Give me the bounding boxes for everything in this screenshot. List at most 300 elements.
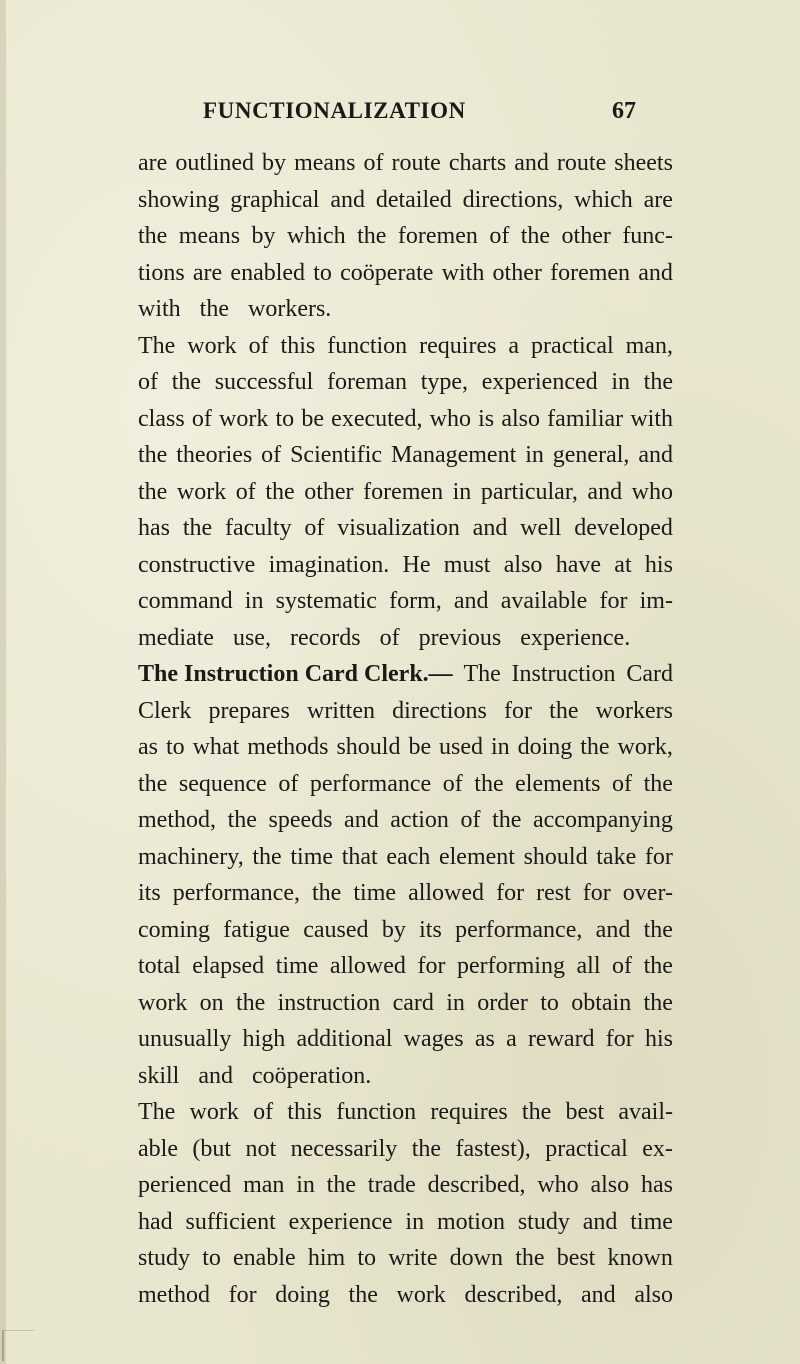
word: unusually	[138, 1026, 232, 1052]
word: route	[391, 150, 441, 176]
word: general,	[552, 442, 630, 468]
text-line	[138, 474, 673, 511]
word: the	[643, 770, 673, 797]
word: down	[449, 1245, 504, 1271]
word: performing	[456, 953, 565, 979]
word: route	[556, 150, 607, 176]
word: time	[290, 843, 334, 870]
word: known	[607, 1245, 673, 1271]
word: successful	[214, 369, 314, 395]
word: time	[275, 953, 319, 979]
word: class	[138, 405, 185, 432]
word: ex-	[642, 1135, 673, 1162]
running-head	[203, 98, 636, 132]
word: wages	[403, 1026, 464, 1052]
word: sheets	[614, 150, 673, 176]
word: what	[192, 734, 240, 760]
word: mediate	[138, 624, 214, 651]
word: performance,	[172, 880, 300, 906]
text-line	[138, 693, 673, 730]
word: function	[327, 332, 408, 359]
word: allowed	[408, 880, 485, 906]
page-number: 67	[612, 98, 636, 124]
word: this	[287, 1099, 322, 1125]
word: who	[429, 405, 471, 432]
word: particular,	[480, 478, 578, 505]
word: in	[244, 588, 264, 614]
word: sequence	[178, 770, 267, 797]
word: not	[245, 1135, 277, 1162]
word: and	[514, 150, 549, 176]
word: the	[643, 989, 673, 1016]
word: and	[581, 1281, 616, 1308]
word: also	[590, 1172, 630, 1198]
word: experience	[288, 1208, 393, 1235]
word: im-	[639, 588, 673, 614]
text-line	[138, 583, 673, 620]
word: the	[171, 369, 202, 395]
word: Management	[390, 442, 517, 468]
word: man,	[625, 332, 673, 359]
word: the	[348, 1281, 378, 1308]
word: other	[304, 478, 354, 505]
word: for	[496, 880, 525, 906]
word: should	[336, 734, 401, 760]
word: in	[296, 1172, 315, 1198]
word: the	[521, 1099, 552, 1125]
word: had	[138, 1208, 173, 1235]
text-line	[138, 547, 673, 584]
word: in	[405, 1208, 425, 1235]
text-line	[138, 291, 673, 328]
word: work	[138, 989, 188, 1016]
word: the	[643, 916, 673, 943]
word: for	[605, 1026, 634, 1052]
word: method,	[138, 807, 216, 833]
word: work	[176, 478, 227, 505]
word: accompanying	[532, 807, 673, 833]
word: by	[262, 150, 287, 176]
word: coöperate	[340, 259, 434, 286]
word: the	[357, 223, 387, 249]
word: this	[280, 332, 316, 359]
word: and	[330, 186, 365, 213]
word: function	[336, 1099, 417, 1125]
body-text	[138, 145, 673, 1313]
word: motion	[436, 1208, 505, 1235]
word: the	[520, 223, 551, 249]
word: all	[576, 953, 601, 979]
text-line	[138, 1240, 673, 1277]
word: theories	[176, 442, 253, 468]
word: The	[138, 1099, 176, 1125]
word: form,	[389, 588, 442, 614]
word: foremen	[363, 478, 444, 505]
word: doing	[275, 1281, 330, 1308]
word: on	[199, 989, 224, 1016]
word: the	[643, 369, 673, 395]
word: systematic	[275, 588, 377, 614]
word: the	[474, 770, 504, 797]
text-line	[138, 1167, 673, 1204]
word: who	[537, 1172, 579, 1198]
word: foremen	[397, 223, 478, 249]
word: his	[644, 551, 673, 578]
word: trade	[367, 1172, 416, 1198]
word: over-	[622, 880, 673, 906]
word: Clerk	[138, 697, 192, 724]
word: avail-	[618, 1099, 673, 1125]
text-line	[138, 218, 673, 255]
word: previous	[418, 624, 502, 651]
word: is	[478, 405, 495, 432]
word: additional	[296, 1026, 393, 1052]
word: outlined	[175, 150, 254, 176]
word: type,	[420, 369, 469, 395]
text-line	[138, 437, 673, 474]
word: also	[634, 1281, 673, 1308]
text-line	[138, 656, 673, 693]
word: Scientific	[290, 442, 383, 468]
word: has	[640, 1172, 673, 1198]
text-line	[138, 1021, 673, 1058]
word: the	[199, 296, 229, 322]
word: and	[587, 478, 623, 505]
word: well	[520, 515, 562, 541]
word: the	[138, 223, 168, 249]
word: for	[644, 843, 673, 870]
word: imagination.	[268, 551, 390, 578]
text-line	[138, 1131, 673, 1168]
word: foreman	[327, 369, 407, 395]
word: and	[582, 1208, 618, 1235]
word: work	[189, 1099, 239, 1125]
word: other	[492, 259, 542, 286]
word: Card	[626, 661, 673, 687]
word: card	[392, 989, 434, 1016]
word: of	[489, 223, 510, 249]
chapter-title: FUNCTIONALIZATION	[203, 98, 466, 123]
text-line	[138, 839, 673, 876]
text-line	[138, 182, 673, 219]
word: for	[599, 588, 628, 614]
word: should	[523, 843, 588, 870]
word: for	[503, 697, 532, 724]
word: that	[341, 843, 378, 870]
text-line	[138, 1204, 673, 1241]
word: the	[138, 442, 168, 468]
word: executed,	[331, 405, 423, 432]
word: caused	[303, 916, 369, 943]
word: method	[138, 1281, 210, 1308]
word: speeds	[268, 807, 333, 833]
word: and	[638, 442, 673, 468]
word: practical	[531, 332, 614, 359]
word: of	[138, 369, 158, 395]
word: be	[301, 405, 324, 432]
word: workers.	[248, 296, 332, 322]
word: which	[287, 223, 346, 249]
word: which	[574, 186, 633, 213]
word: best	[556, 1245, 596, 1271]
word: practical	[545, 1135, 628, 1162]
word: requires	[430, 1099, 508, 1125]
word: foremen	[550, 259, 631, 286]
word: of	[379, 624, 400, 651]
word: command	[138, 588, 233, 614]
word: and	[344, 807, 379, 833]
word: has	[138, 515, 170, 541]
word: of	[261, 442, 282, 468]
word: are	[138, 150, 168, 176]
word: enable	[233, 1245, 296, 1271]
word: sufficient	[185, 1208, 276, 1235]
word: its	[419, 916, 442, 943]
word: for	[582, 880, 611, 906]
word: to	[275, 405, 295, 432]
word: the	[580, 734, 610, 760]
word: the	[549, 697, 579, 724]
word: to	[357, 1245, 377, 1271]
word: the	[138, 478, 168, 505]
word: constructive	[138, 551, 256, 578]
word: study	[138, 1245, 191, 1271]
word: best	[565, 1099, 605, 1125]
word: a	[508, 332, 520, 359]
word: also	[501, 405, 540, 432]
word: of	[460, 807, 481, 833]
word: the	[326, 1172, 356, 1198]
word: each	[386, 843, 431, 870]
word: at	[614, 551, 632, 578]
word: him	[307, 1245, 346, 1271]
word: experienced	[481, 369, 598, 395]
word: and	[472, 515, 508, 541]
word: with	[441, 259, 485, 286]
text-line	[138, 364, 673, 401]
word: action	[390, 807, 449, 833]
word: means	[294, 150, 356, 176]
word: of	[191, 405, 212, 432]
word: charts	[448, 150, 507, 176]
word: of	[278, 770, 299, 797]
word: reward	[527, 1026, 595, 1052]
word: of	[612, 770, 633, 797]
word: in	[491, 734, 510, 760]
word: performance,	[455, 916, 583, 943]
word: take	[596, 843, 637, 870]
word: element	[438, 843, 515, 870]
word: man	[243, 1172, 285, 1198]
word: the	[515, 1245, 545, 1271]
word: of	[363, 150, 384, 176]
word: as	[474, 1026, 495, 1052]
word: elapsed	[192, 953, 265, 979]
word: of	[612, 953, 633, 979]
word: and	[453, 588, 489, 614]
word: instruction	[277, 989, 381, 1016]
word: (but	[192, 1135, 232, 1162]
text-line	[138, 1094, 673, 1131]
text-line	[138, 1058, 673, 1095]
text-line	[138, 766, 673, 803]
word: as	[138, 734, 158, 760]
page-edge-shadow	[0, 0, 6, 1364]
word: The	[463, 661, 501, 687]
word: to	[313, 259, 332, 286]
word: have	[555, 551, 602, 578]
text-line	[138, 985, 673, 1022]
text-line	[138, 948, 673, 985]
word: in	[525, 442, 544, 468]
word: total	[138, 953, 181, 979]
word: directions,	[462, 186, 564, 213]
word: work,	[617, 734, 673, 760]
word: skill	[138, 1062, 180, 1089]
word: familiar	[547, 405, 624, 432]
word: to	[202, 1245, 221, 1271]
word: described,	[427, 1172, 526, 1198]
word: directions	[392, 697, 487, 724]
word: the	[411, 1135, 442, 1162]
word: be	[408, 734, 432, 760]
text-line	[138, 255, 673, 292]
word: detailed	[375, 186, 452, 213]
word: write	[388, 1245, 438, 1271]
word: are	[192, 259, 223, 286]
word: for	[228, 1281, 257, 1308]
word: for	[417, 953, 446, 979]
word: of	[235, 478, 256, 505]
word: also	[503, 551, 543, 578]
word: the	[227, 807, 257, 833]
text-line	[138, 145, 673, 182]
text-line	[138, 510, 673, 547]
word: are	[643, 186, 673, 213]
section-run-in-heading: The Instruction Card Clerk.—	[138, 661, 453, 687]
word: in	[611, 369, 630, 395]
word: methods	[247, 734, 329, 760]
word: the	[265, 478, 295, 505]
word: elements	[515, 770, 601, 797]
word: the	[182, 515, 213, 541]
word: the	[643, 953, 673, 979]
word: machinery,	[138, 843, 244, 870]
word: and	[638, 259, 673, 286]
word: necessarily	[290, 1135, 398, 1162]
word: the	[492, 807, 522, 833]
word: time	[630, 1208, 673, 1235]
word: order	[477, 989, 528, 1016]
word: fatigue	[223, 916, 290, 943]
word: the	[138, 770, 168, 797]
word: of	[248, 332, 269, 359]
word: func-	[622, 223, 673, 249]
word: faculty	[224, 515, 292, 541]
word: of	[442, 770, 463, 797]
text-line	[138, 912, 673, 949]
word: use,	[232, 624, 271, 651]
word: written	[306, 697, 375, 724]
word: rest	[536, 880, 571, 906]
word: by	[381, 916, 406, 943]
word: with	[630, 405, 673, 432]
word: perienced	[138, 1172, 232, 1198]
word: the	[235, 989, 266, 1016]
word: Instruction	[511, 661, 616, 687]
word: other	[561, 223, 611, 249]
word: The	[138, 332, 176, 359]
word: workers	[595, 697, 673, 724]
word: available	[500, 588, 588, 614]
word: study	[517, 1208, 570, 1235]
word: used	[439, 734, 484, 760]
word: developed	[574, 515, 673, 541]
word: and	[198, 1062, 233, 1089]
word: described,	[464, 1281, 563, 1308]
word: to	[165, 734, 185, 760]
word: with	[138, 296, 181, 322]
word: who	[631, 478, 673, 505]
word: He	[402, 551, 431, 578]
word: in	[446, 989, 465, 1016]
word: coming	[138, 916, 210, 943]
word: allowed	[329, 953, 406, 979]
word: graphical	[230, 186, 320, 213]
word: his	[644, 1026, 673, 1052]
text-line	[138, 729, 673, 766]
word: time	[353, 880, 397, 906]
word: records	[289, 624, 361, 651]
word: fastest),	[455, 1135, 531, 1162]
word: requires	[419, 332, 497, 359]
word: tions	[138, 259, 185, 286]
word: the	[252, 843, 282, 870]
word: by	[251, 223, 276, 249]
word: coöperation.	[252, 1062, 372, 1089]
page-corner-mark	[2, 1330, 34, 1361]
word: of	[304, 515, 325, 541]
word: high	[242, 1026, 286, 1052]
word: obtain	[571, 989, 632, 1016]
word: its	[138, 880, 161, 906]
text-line	[138, 328, 673, 365]
text-line	[138, 875, 673, 912]
word: of	[253, 1099, 274, 1125]
word: a	[506, 1026, 517, 1052]
word: doing	[517, 734, 573, 760]
word: visualization	[337, 515, 460, 541]
word: in	[452, 478, 472, 505]
word: able	[138, 1135, 178, 1162]
word: enabled	[230, 259, 306, 286]
word: work	[396, 1281, 446, 1308]
word: prepares	[208, 697, 290, 724]
word: performance	[309, 770, 432, 797]
word: experience.	[520, 624, 631, 651]
word: and	[595, 916, 631, 943]
text-line	[138, 620, 673, 657]
word: work	[187, 332, 237, 359]
text-line	[138, 1277, 673, 1314]
word: must	[443, 551, 491, 578]
word: to	[540, 989, 559, 1016]
word: means	[178, 223, 241, 249]
word: showing	[138, 186, 220, 213]
text-line	[138, 802, 673, 839]
text-line	[138, 401, 673, 438]
word: work	[219, 405, 269, 432]
